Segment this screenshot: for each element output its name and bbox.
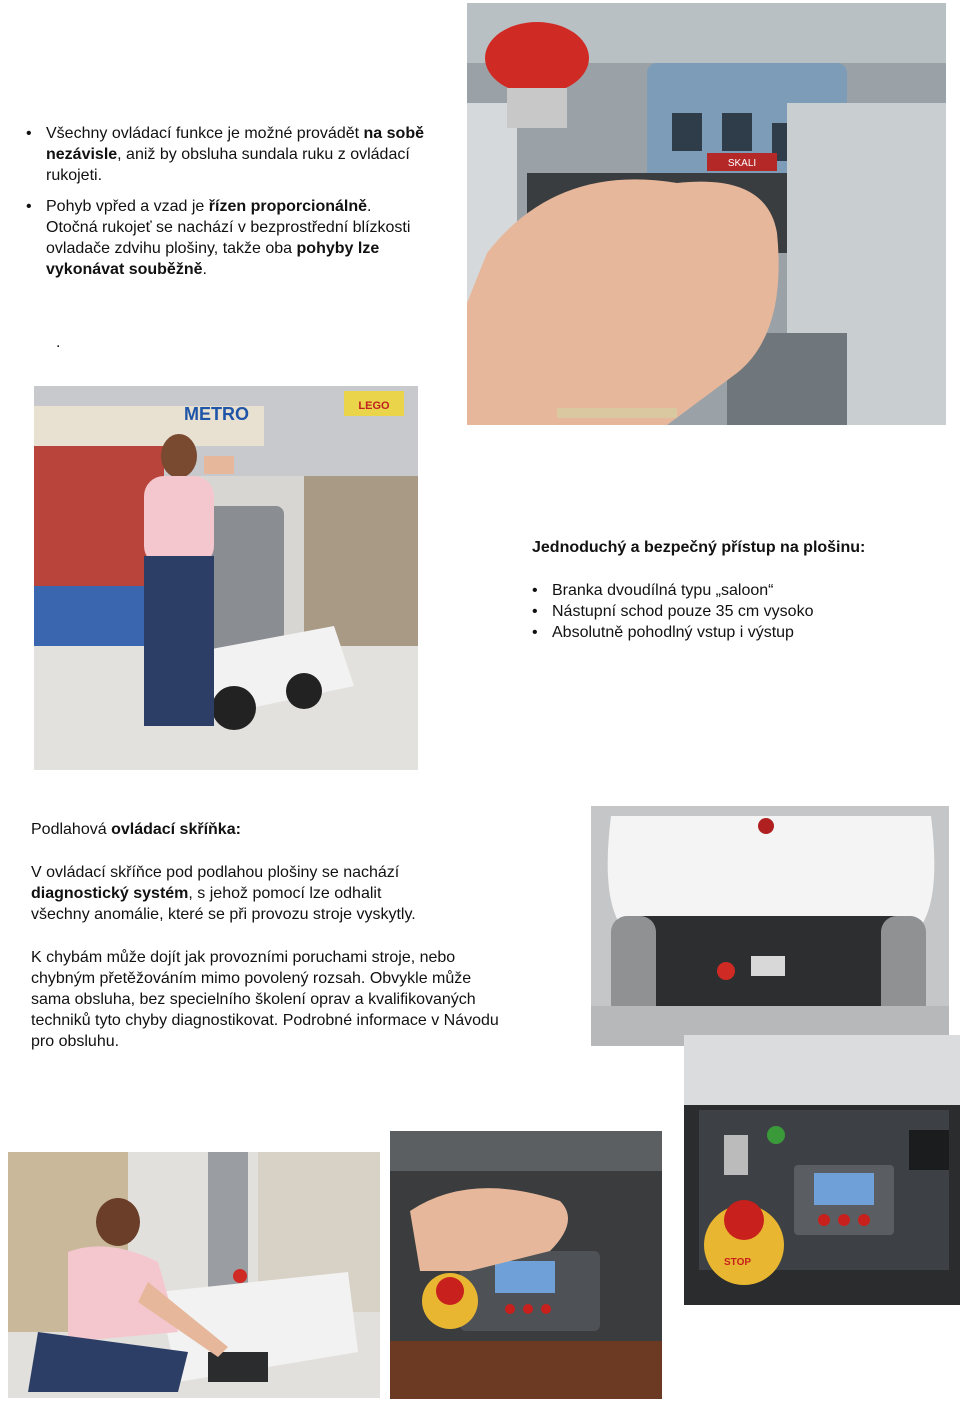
platform-access-photo [34,386,418,770]
list-item [26,123,426,186]
text-bold: ovládací skříňka: [111,821,241,838]
store-sign-lego: LEGO [358,400,390,412]
text: Všechny ovládací funkce je možné provádět [46,125,360,142]
floor-box-section [31,819,576,1052]
list-item [26,196,426,280]
text-bold: řízen proporcionálně [208,198,368,215]
text: Pohyb vpřed a vzad je [46,198,205,215]
text: , s jehož pomocí lze odhalit všechny anomálie, které se při provozu stroje vyskytly. [31,885,416,923]
intro-bullets [26,123,426,290]
text-bold: diagnostický systém [31,885,189,902]
list-item: • Nástupní schod pouze 35 cm vysoko [532,601,952,622]
diagnostic-display-photo [390,1131,662,1399]
diagnostics-paragraph [31,862,441,925]
brand-label: SKALI [727,158,757,169]
text: Otočná rukojeť se nachází v bezprostřední blízkosti ovladače zdvihu plošiny, takže oba [46,219,411,257]
text: , aniž by obsluha sundala ruku z ovládací rukojeti. [46,146,410,184]
errors-paragraph: K chybám může dojít jak provozními poruchami stroje, nebo chybným přetěžováním mimo povolený rozsah. Obvykle může sama obsluha, bez specielního školení oprav a kvalifikovaných techniků tyto chyby diagnostikovat. Podrobné informace v Návodu pro obsluhu. [31,949,499,1050]
text: . [367,198,372,215]
text-bold: pohyby lze vykonávat souběžně [46,240,380,278]
access-heading: Jednoduchý a bezpečný přístup na plošinu: [532,539,866,556]
list-item: • Absolutně pohodlný vstup i výstup [532,622,952,643]
list-item: • Branka dvoudílná typu „saloon“ [532,580,952,601]
control-box-closeup-photo [684,1035,960,1305]
floor-box-heading [31,819,576,840]
access-section [532,537,952,643]
text: . [202,261,207,278]
stop-label: STOP [724,1257,752,1268]
text: V ovládací skříňce pod podlahou plošiny se nachází [31,864,400,881]
platform-base-photo [591,806,949,1046]
access-list [532,580,952,643]
crouching-operator-photo [8,1152,380,1398]
text-bold: na sobě nezávisle [46,125,424,163]
store-sign: METRO [184,404,249,424]
feature-list [26,123,426,280]
text: Podlahová [31,821,107,838]
stray-dot: . [56,334,61,351]
control-panel-photo [467,3,946,425]
